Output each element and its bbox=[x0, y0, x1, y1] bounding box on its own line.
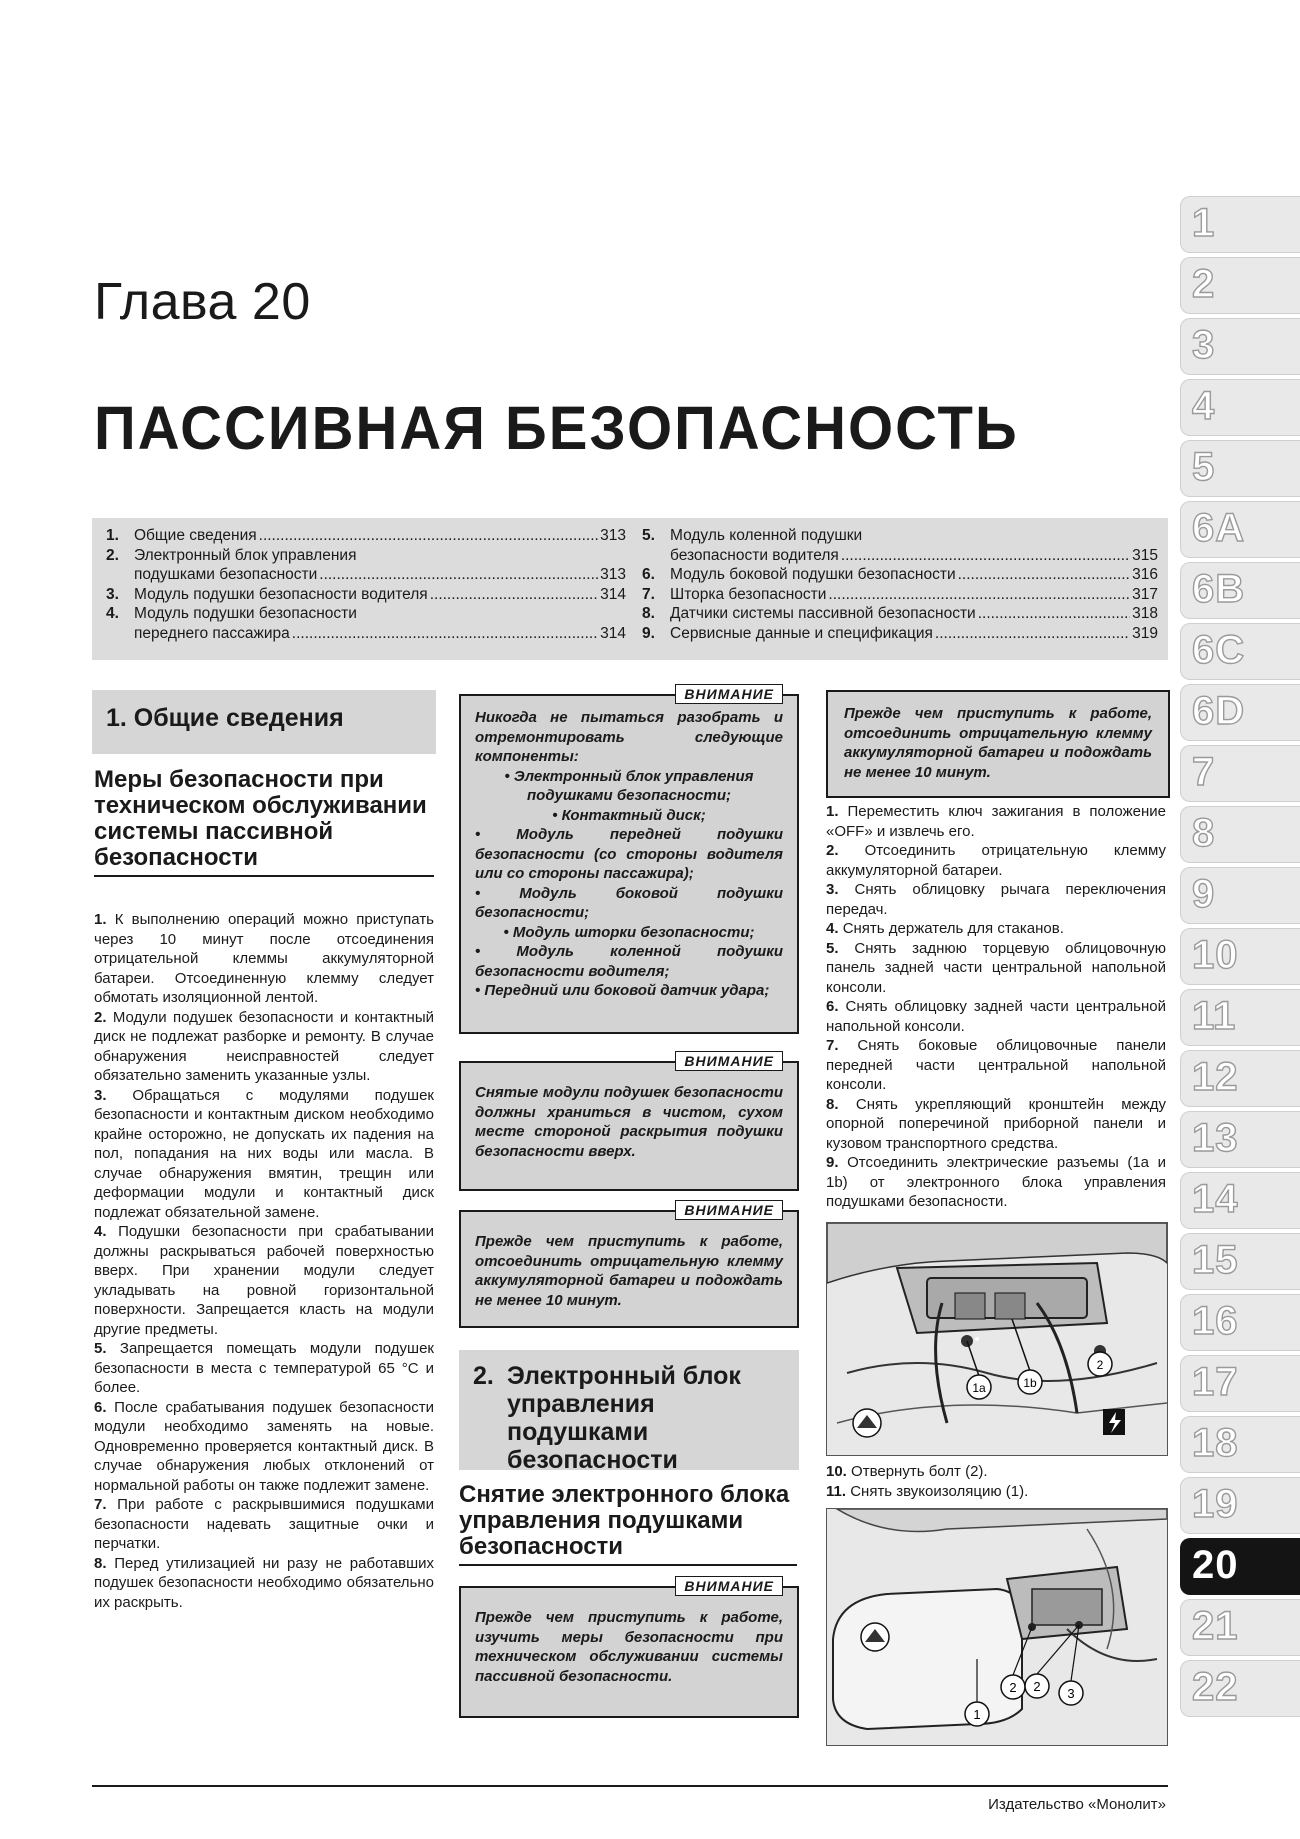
vehicle-front-icon bbox=[861, 1623, 889, 1651]
svg-text:2: 2 bbox=[1096, 1358, 1104, 1372]
safety-rules bbox=[94, 910, 434, 1612]
list-item: 6. Снять облицовку задней части центральной напольной консоли. bbox=[826, 998, 1166, 1035]
warning-box-2 bbox=[459, 1053, 799, 1191]
toc-item[interactable]: 9. Сервисные данные и спецификация ..... 319 bbox=[642, 624, 1158, 644]
warning-text: Прежде чем приступить к работе, отсоединить отрицательную клемму аккумуляторной батареи и подождать не менее 10 минут. bbox=[475, 1233, 783, 1309]
svg-text:1: 1 bbox=[973, 1707, 981, 1722]
chapter-tab[interactable]: 10 bbox=[1180, 928, 1300, 985]
warning-box-4 bbox=[459, 1578, 799, 1718]
toc-item[interactable]: 6. Модуль боковой подушки безопасности ..... 316 bbox=[642, 565, 1158, 585]
footer-divider bbox=[92, 1785, 1168, 1787]
chapter-tab[interactable]: 19 bbox=[1180, 1477, 1300, 1534]
toc-item[interactable]: переднего пассажира ..... 314 bbox=[106, 624, 626, 644]
list-item: 1. К выполнению операций можно приступать через 10 минут после отсоединения отрицательной клеммы аккумуляторной батареи. Отсоединенную клемму следует обмотать изоляционной лентой. bbox=[94, 911, 435, 1006]
warning-tag: ВНИМАНИЕ bbox=[675, 1200, 783, 1220]
chapter-tab[interactable]: 7 bbox=[1180, 745, 1300, 802]
chapter-tab[interactable]: 12 bbox=[1180, 1050, 1300, 1107]
warning-list-item: • Модуль коленной подушки безопасности водителя; bbox=[475, 943, 783, 980]
list-item: 8. Перед утилизацией ни разу не работавших подушек безопасности необходимо обязательно их раскрыть. bbox=[94, 1554, 435, 1611]
removal-steps bbox=[826, 802, 1166, 1212]
toc-item[interactable]: 4. Модуль подушки безопасности bbox=[106, 605, 357, 622]
warning-tag: ВНИМАНИЕ bbox=[675, 684, 783, 704]
warning-box-3 bbox=[459, 1202, 799, 1328]
publisher-footer: Издательство «Монолит» bbox=[988, 1796, 1166, 1813]
chapter-tab[interactable]: 11 bbox=[1180, 989, 1300, 1046]
figure-2-illustration bbox=[827, 1509, 1167, 1745]
chapter-tab[interactable]: 21 bbox=[1180, 1599, 1300, 1656]
chapter-tab[interactable]: 9 bbox=[1180, 867, 1300, 924]
chapter-tab[interactable]: 6A bbox=[1180, 501, 1300, 558]
chapter-tab[interactable]: 1 bbox=[1180, 196, 1300, 253]
toc-right-column bbox=[642, 526, 1158, 643]
list-item: 5. Запрещается помещать модули подушек безопасности в места с температурой 65 °C и более. bbox=[94, 1340, 434, 1396]
chapter-tab[interactable]: 17 bbox=[1180, 1355, 1300, 1412]
section-2-title: Электронный блок управления подушками безопасности bbox=[507, 1362, 741, 1474]
list-item: 11. Снять звукоизоляцию (1). bbox=[826, 1482, 1029, 1500]
list-item: 3. Обращаться с модулями подушек безопасности и контактным диском необходимо крайне осторожно, не допускать их падения на пол, попадания на них воды или масла. В случае обнаружения вмятин, трещин или деформации модули и контактный диск подлежат обязательной замене. bbox=[94, 1086, 434, 1221]
list-item: 2. Отсоединить отрицательную клемму аккумуляторной батареи. bbox=[826, 842, 1166, 879]
warning-text: Прежде чем приступить к работе, изучить меры безопасности при техническом обслуживании системы пассивной безопасности. bbox=[475, 1609, 783, 1685]
toc-item[interactable]: 1. Общие сведения ..... 313 bbox=[106, 526, 626, 546]
chapter-tab[interactable]: 16 bbox=[1180, 1294, 1300, 1351]
section-1-title: 1. Общие сведения bbox=[106, 704, 344, 732]
warning-list-item: • Электронный блок управления подушками безопасности; bbox=[504, 767, 754, 804]
chapter-tab[interactable]: 18 bbox=[1180, 1416, 1300, 1473]
list-item: 4. Снять держатель для стаканов. bbox=[826, 920, 1064, 937]
section-1-header bbox=[92, 690, 436, 754]
chapter-tab[interactable]: 2 bbox=[1180, 257, 1300, 314]
list-item: 5. Снять заднюю торцевую облицовочную панель задней части центральной напольной консоли. bbox=[826, 939, 1166, 996]
warning-list-item: • Модуль шторки безопасности; bbox=[503, 923, 755, 941]
toc-item[interactable]: 7. Шторка безопасности ..... 317 bbox=[642, 585, 1158, 605]
chapter-tab[interactable]: 15 bbox=[1180, 1233, 1300, 1290]
chapter-tab[interactable]: 6C bbox=[1180, 623, 1300, 680]
chapter-tab[interactable]: 6D bbox=[1180, 684, 1300, 741]
chapter-tab[interactable]: 8 bbox=[1180, 806, 1300, 863]
warning-tag: ВНИМАНИЕ bbox=[675, 1051, 783, 1071]
warning-list-item: • Передний или боковой датчик удара; bbox=[475, 982, 770, 999]
list-item: 6. После срабатывания подушек безопасности модули необходимо заменять на новые. Одновременно проверяется контактный диск. В случае обнаружения любых отклонений от нормальной работы он также подлежит замене. bbox=[94, 1398, 434, 1494]
safety-subheading: Меры безопасности при техническом обслуживании системы пассивной безопасности bbox=[94, 767, 434, 877]
note-box bbox=[826, 690, 1170, 798]
list-item: 4. Подушки безопасности при срабатывании должны раскрываться рабочей поверхностью вверх. При хранении модули следует укладывать на ровной горизонтальной поверхности. Запрещается класть на модули другие предметы. bbox=[94, 1223, 434, 1338]
toc-item[interactable]: 2. Электронный блок управления bbox=[106, 546, 357, 564]
chapter-tabs bbox=[1180, 196, 1300, 1721]
toc-item[interactable]: 5. Модуль коленной подушки bbox=[642, 527, 863, 544]
toc-item[interactable]: подушками безопасности ..... 313 bbox=[106, 565, 626, 585]
chapter-tab-active[interactable]: 20 bbox=[1180, 1538, 1300, 1595]
list-item: 9. Отсоединить электрические разъемы (1a и 1b) от электронного блока управления подушками безопасности. bbox=[826, 1154, 1166, 1210]
section-2-header bbox=[459, 1350, 799, 1474]
chapter-tab[interactable]: 14 bbox=[1180, 1172, 1300, 1229]
list-item: 2. Модули подушек безопасности и контактный диск не подлежат разборке и ремонту. В случае обнаружения неисправностей следует обязательно заменить указанные узлы. bbox=[94, 1008, 434, 1084]
svg-text:1a: 1a bbox=[972, 1381, 986, 1395]
warning-list-item: • Модуль передней подушки безопасности (со стороны водителя или со стороны пассажира); bbox=[475, 826, 783, 882]
chapter-tab[interactable]: 5 bbox=[1180, 440, 1300, 497]
chapter-tab[interactable]: 13 bbox=[1180, 1111, 1300, 1168]
figure-1-illustration bbox=[827, 1223, 1167, 1455]
removal-steps-2 bbox=[826, 1462, 1166, 1501]
removal-subheading: Снятие электронного блока управления подушками безопасности bbox=[459, 1482, 797, 1566]
list-item: 7. Снять боковые облицовочные панели передней части центральной напольной консоли. bbox=[826, 1037, 1166, 1093]
table-of-contents bbox=[92, 518, 1168, 660]
toc-left-column bbox=[106, 526, 626, 643]
list-item: 3. Снять облицовку рычага переключения передач. bbox=[826, 881, 1166, 918]
svg-text:1b: 1b bbox=[1023, 1376, 1037, 1390]
vehicle-front-icon bbox=[853, 1409, 881, 1437]
figure-1 bbox=[826, 1222, 1168, 1456]
warning-text: Никогда не пытаться разобрать и отремонтировать следующие компоненты: bbox=[475, 709, 783, 765]
warning-list-item: • Контактный диск; bbox=[552, 806, 706, 824]
warning-list-item: • Модуль боковой подушки безопасности; bbox=[475, 884, 783, 921]
list-item: 1. Переместить ключ зажигания в положение «OFF» и извлечь его. bbox=[826, 803, 1166, 840]
figure-2 bbox=[826, 1508, 1168, 1746]
warning-text: Снятые модули подушек безопасности должны храниться в чистом, сухом месте стороной раскрытия подушки безопасности вверх. bbox=[475, 1084, 783, 1160]
svg-text:2: 2 bbox=[1009, 1680, 1017, 1695]
warning-box-1 bbox=[459, 686, 799, 1034]
list-item: 7. При работе с раскрывшимися подушками безопасности надевать защитные очки и перчатки. bbox=[94, 1496, 435, 1552]
chapter-tab[interactable]: 22 bbox=[1180, 1660, 1300, 1717]
toc-item[interactable]: 3. Модуль подушки безопасности водителя ..... 314 bbox=[106, 585, 626, 605]
chapter-tab[interactable]: 3 bbox=[1180, 318, 1300, 375]
chapter-tab[interactable]: 6B bbox=[1180, 562, 1300, 619]
list-item: 10. Отвернуть болт (2). bbox=[826, 1463, 988, 1480]
svg-text:3: 3 bbox=[1067, 1686, 1075, 1701]
electric-warning-icon bbox=[1103, 1409, 1125, 1435]
chapter-label: Глава 20 bbox=[94, 273, 311, 331]
svg-text:2: 2 bbox=[1033, 1679, 1041, 1694]
chapter-tab[interactable]: 4 bbox=[1180, 379, 1300, 436]
section-2-number: 2. bbox=[473, 1362, 494, 1390]
warning-tag: ВНИМАНИЕ bbox=[675, 1576, 783, 1596]
list-item: 8. Снять укрепляющий кронштейн между опорной поперечиной приборной панели и кузовом транспортного средства. bbox=[826, 1095, 1166, 1152]
toc-item[interactable]: безопасности водителя ..... 315 bbox=[642, 546, 1158, 566]
note-text: Прежде чем приступить к работе, отсоединить отрицательную клемму аккумуляторной батареи и подождать не менее 10 минут. bbox=[844, 705, 1152, 781]
chapter-title: ПАССИВНАЯ БЕЗОПАСНОСТЬ bbox=[94, 394, 1019, 463]
toc-item[interactable]: 8. Датчики системы пассивной безопасности ..... 318 bbox=[642, 604, 1158, 624]
